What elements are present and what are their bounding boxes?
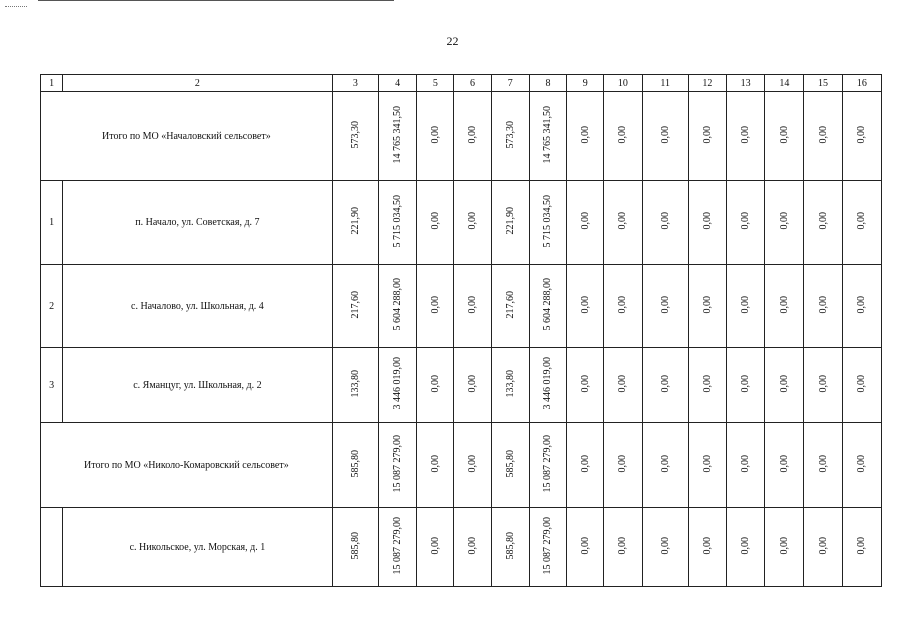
value-text: 0,00 (778, 536, 790, 555)
value-cell (332, 92, 378, 181)
value-cell (804, 508, 842, 587)
value-cell (378, 423, 416, 508)
value-cell (567, 508, 604, 587)
value-cell (491, 92, 529, 181)
value-cell (727, 265, 765, 348)
value-text: 0,00 (617, 212, 629, 230)
value-text: 15 087 279,00 (392, 516, 404, 575)
value-cell (804, 348, 842, 423)
top-rule-line (38, 0, 394, 1)
table-row (41, 181, 882, 265)
value-text: 0,00 (817, 125, 829, 144)
value-text: 0,00 (659, 454, 671, 473)
value-text: 0,00 (740, 374, 752, 393)
value-text: 15 087 279,00 (542, 434, 554, 493)
value-text: 221,90 (349, 207, 361, 235)
value-cell (529, 92, 566, 181)
value-cell (604, 348, 642, 423)
value-text: 0,00 (467, 125, 479, 144)
value-cell (417, 348, 454, 423)
address-cell: с. Началово, ул. Школьная, д. 4 (63, 265, 333, 348)
value-text: 0,00 (778, 125, 790, 144)
row-number-cell: 2 (41, 265, 63, 348)
value-cell (765, 348, 804, 423)
value-cell (804, 92, 842, 181)
value-text: 0,00 (856, 212, 868, 230)
value-cell (842, 92, 881, 181)
value-text: 221,90 (504, 207, 516, 235)
value-cell (454, 92, 491, 181)
value-cell (567, 181, 604, 265)
value-text: 0,00 (701, 125, 713, 144)
value-cell (842, 265, 881, 348)
address-cell: п. Начало, ул. Советская, д. 7 (63, 181, 333, 265)
value-text: 0,00 (429, 374, 441, 393)
value-text: 217,60 (349, 290, 361, 319)
value-cell (378, 92, 416, 181)
value-text: 3 446 019,00 (542, 357, 554, 410)
value-text: 573,30 (504, 120, 516, 149)
value-cell (688, 181, 726, 265)
value-cell (378, 265, 416, 348)
value-cell (529, 508, 566, 587)
value-text: 0,00 (817, 374, 829, 393)
value-cell (378, 181, 416, 265)
value-cell (454, 508, 491, 587)
value-text: 5 715 034,50 (542, 194, 554, 248)
value-cell (765, 92, 804, 181)
value-text: 0,00 (467, 454, 479, 473)
value-text: 585,80 (504, 449, 516, 478)
header-cell: 5 (417, 75, 454, 92)
value-text: 0,00 (856, 454, 868, 473)
value-text: 5 604 288,00 (542, 278, 554, 331)
value-text: 0,00 (701, 536, 713, 555)
value-cell (688, 508, 726, 587)
value-text: 0,00 (659, 295, 671, 314)
value-cell (567, 348, 604, 423)
value-cell (642, 423, 688, 508)
value-cell (417, 423, 454, 508)
value-cell (604, 92, 642, 181)
value-cell (804, 423, 842, 508)
value-cell (417, 508, 454, 587)
value-cell (642, 181, 688, 265)
value-cell (727, 181, 765, 265)
header-cell: 11 (642, 75, 688, 92)
value-text: 0,00 (617, 125, 629, 144)
value-text: 0,00 (579, 212, 591, 230)
header-cell: 4 (378, 75, 416, 92)
value-text: 0,00 (429, 295, 441, 314)
value-text: 15 087 279,00 (542, 516, 554, 575)
value-cell (765, 265, 804, 348)
value-cell (727, 423, 765, 508)
value-cell (604, 508, 642, 587)
value-cell (642, 508, 688, 587)
total-row (41, 423, 882, 508)
header-cell: 10 (604, 75, 642, 92)
value-text: 0,00 (429, 125, 441, 144)
value-cell (842, 423, 881, 508)
value-cell (491, 508, 529, 587)
header-cell: 2 (63, 75, 333, 92)
value-text: 14 765 341,50 (392, 105, 404, 164)
value-cell (804, 181, 842, 265)
value-text: 0,00 (740, 536, 752, 555)
header-cell: 7 (491, 75, 529, 92)
value-text: 0,00 (740, 212, 752, 230)
value-cell (332, 181, 378, 265)
value-text: 0,00 (856, 125, 868, 144)
value-text: 0,00 (579, 454, 591, 473)
value-cell (804, 265, 842, 348)
value-text: 0,00 (467, 536, 479, 555)
total-name-cell: Итого по МО «Николо-Комаровский сельсовет» (41, 423, 333, 508)
value-cell (454, 265, 491, 348)
value-text: 0,00 (740, 125, 752, 144)
header-cell: 16 (842, 75, 881, 92)
value-text: 14 765 341,50 (542, 105, 554, 164)
value-text: 5 604 288,00 (392, 278, 404, 331)
value-cell (727, 92, 765, 181)
value-text: 0,00 (617, 454, 629, 473)
table-body (41, 75, 882, 587)
value-cell (688, 265, 726, 348)
value-text: 0,00 (856, 374, 868, 393)
value-cell (642, 92, 688, 181)
value-text: 0,00 (579, 374, 591, 393)
value-text: 0,00 (429, 454, 441, 473)
value-text: 585,80 (349, 449, 361, 478)
row-number-cell: 1 (41, 181, 63, 265)
value-text: 0,00 (856, 536, 868, 555)
value-text: 0,00 (778, 295, 790, 314)
value-text: 0,00 (740, 454, 752, 473)
row-number-cell (41, 508, 63, 587)
value-cell (842, 181, 881, 265)
value-text: 133,80 (349, 369, 361, 398)
value-text: 0,00 (778, 374, 790, 393)
value-cell (727, 508, 765, 587)
data-table (40, 74, 882, 587)
value-cell (491, 348, 529, 423)
value-text: 585,80 (349, 531, 361, 560)
value-text: 585,80 (504, 531, 516, 560)
value-text: 0,00 (659, 212, 671, 230)
value-cell (491, 423, 529, 508)
value-cell (378, 508, 416, 587)
value-cell (567, 92, 604, 181)
value-cell (529, 181, 566, 265)
value-text: 0,00 (856, 295, 868, 314)
value-cell (765, 508, 804, 587)
value-cell (529, 348, 566, 423)
header-row (41, 75, 882, 92)
header-cell: 1 (41, 75, 63, 92)
header-cell: 3 (332, 75, 378, 92)
value-cell (332, 508, 378, 587)
value-text: 0,00 (778, 454, 790, 473)
value-cell (604, 423, 642, 508)
value-text: 0,00 (617, 295, 629, 314)
value-cell (529, 265, 566, 348)
value-cell (688, 348, 726, 423)
total-row (41, 92, 882, 181)
address-cell: с. Яманцуг, ул. Школьная, д. 2 (63, 348, 333, 423)
value-text: 0,00 (467, 212, 479, 230)
value-cell (688, 92, 726, 181)
value-cell (491, 181, 529, 265)
value-text: 0,00 (701, 454, 713, 473)
page-number: 22 (446, 34, 459, 48)
value-text: 0,00 (429, 212, 441, 230)
value-cell (332, 423, 378, 508)
header-cell: 8 (529, 75, 566, 92)
top-dash-line (5, 6, 27, 7)
value-cell (417, 181, 454, 265)
value-cell (417, 265, 454, 348)
value-text: 0,00 (778, 212, 790, 230)
value-text: 0,00 (659, 125, 671, 144)
value-text: 0,00 (467, 295, 479, 314)
value-cell (765, 181, 804, 265)
value-text: 573,30 (349, 120, 361, 149)
header-cell: 13 (727, 75, 765, 92)
value-cell (378, 348, 416, 423)
value-text: 3 446 019,00 (392, 357, 404, 410)
value-cell (332, 265, 378, 348)
value-text: 0,00 (429, 536, 441, 555)
value-cell (529, 423, 566, 508)
value-cell (332, 348, 378, 423)
header-cell: 9 (567, 75, 604, 92)
value-text: 0,00 (701, 212, 713, 230)
value-text: 0,00 (817, 454, 829, 473)
value-text: 0,00 (817, 536, 829, 555)
value-cell (842, 508, 881, 587)
value-cell (642, 348, 688, 423)
total-name-cell: Итого по МО «Началовский сельсовет» (41, 92, 333, 181)
value-cell (727, 348, 765, 423)
value-cell (417, 92, 454, 181)
table-row (41, 348, 882, 423)
value-text: 0,00 (579, 536, 591, 555)
value-text: 133,80 (504, 369, 516, 398)
row-number-cell: 3 (41, 348, 63, 423)
value-cell (642, 265, 688, 348)
value-cell (842, 348, 881, 423)
value-cell (567, 423, 604, 508)
value-text: 0,00 (467, 374, 479, 393)
value-text: 0,00 (659, 374, 671, 393)
value-cell (688, 423, 726, 508)
value-text: 0,00 (579, 125, 591, 144)
header-cell: 15 (804, 75, 842, 92)
value-text: 0,00 (579, 295, 591, 314)
value-text: 15 087 279,00 (392, 434, 404, 493)
table-row (41, 265, 882, 348)
value-text: 0,00 (740, 295, 752, 314)
value-cell (491, 265, 529, 348)
value-cell (454, 423, 491, 508)
address-cell: с. Никольское, ул. Морская, д. 1 (63, 508, 333, 587)
value-text: 0,00 (701, 374, 713, 393)
value-cell (454, 181, 491, 265)
value-text: 0,00 (817, 295, 829, 314)
value-cell (604, 265, 642, 348)
value-text: 0,00 (701, 295, 713, 314)
header-cell: 12 (688, 75, 726, 92)
header-cell: 14 (765, 75, 804, 92)
value-text: 0,00 (659, 536, 671, 555)
value-cell (604, 181, 642, 265)
value-text: 5 715 034,50 (392, 194, 404, 248)
value-text: 0,00 (817, 212, 829, 230)
table-row (41, 508, 882, 587)
value-text: 217,60 (504, 290, 516, 319)
value-text: 0,00 (617, 374, 629, 393)
value-cell (765, 423, 804, 508)
value-text: 0,00 (617, 536, 629, 555)
value-cell (454, 348, 491, 423)
value-cell (567, 265, 604, 348)
header-cell: 6 (454, 75, 491, 92)
